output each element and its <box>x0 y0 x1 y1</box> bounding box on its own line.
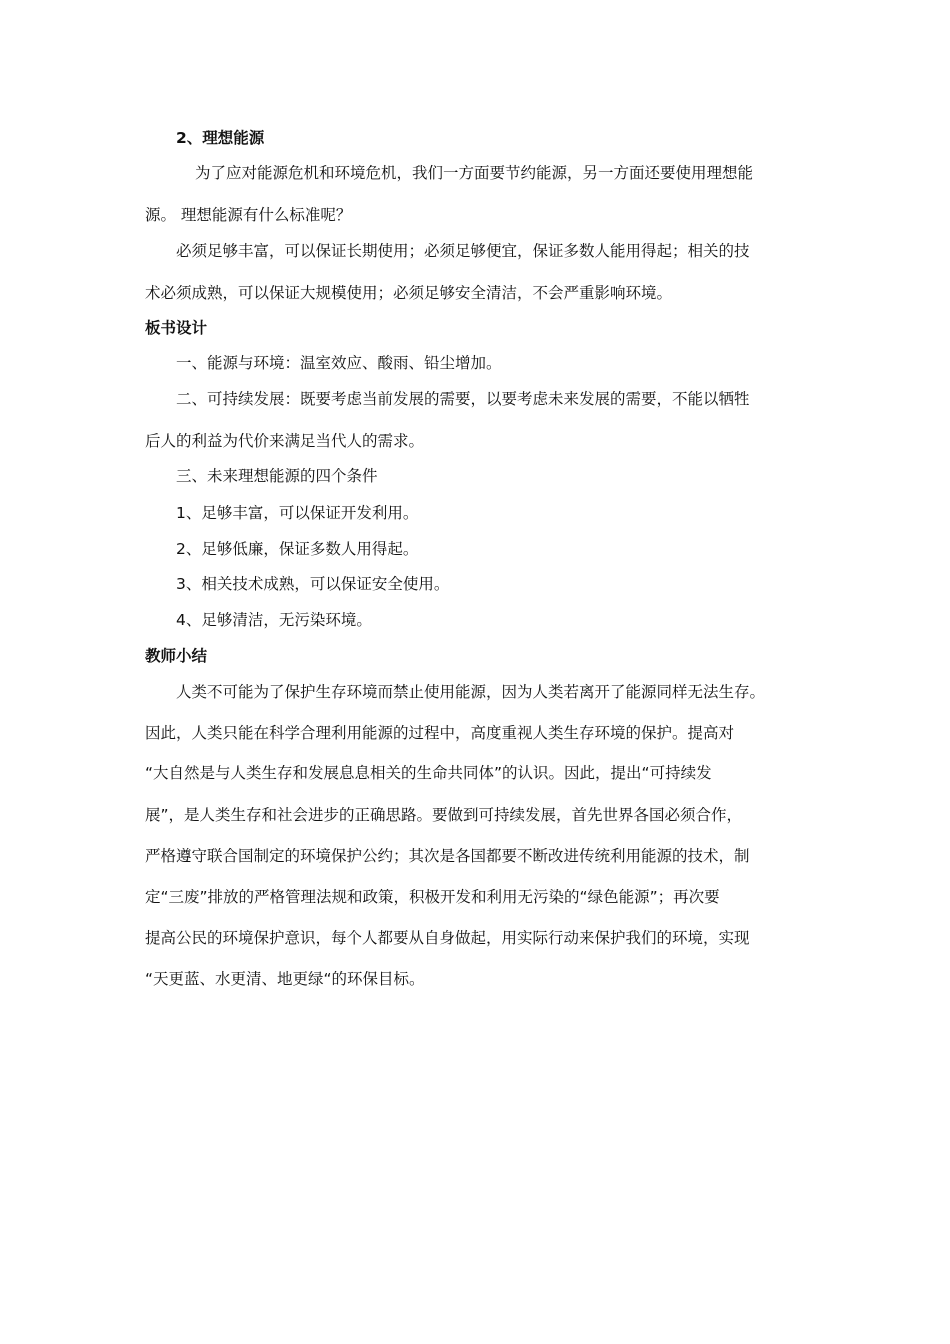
section-heading-ideal-energy: 2、理想能源 <box>176 129 265 147</box>
paragraph-line: 定“三废”排放的严格管理法规和政策，积极开发和利用无污染的“绿色能源”；再次要 <box>145 888 720 906</box>
paragraph-line: 必须足够丰富，可以保证长期使用；必须足够便宜，保证多数人能用得起；相关的技 <box>176 242 750 260</box>
list-item: 三、未来理想能源的四个条件 <box>176 467 378 485</box>
section-heading-board-design: 板书设计 <box>145 319 208 337</box>
list-item: 一、能源与环境：温室效应、酸雨、铅尘增加。 <box>176 354 502 372</box>
list-item: 二、可持续发展：既要考虑当前发展的需要，以要考虑未来发展的需要，不能以牺牲 <box>176 390 750 408</box>
list-item: 2、足够低廉，保证多数人用得起。 <box>176 540 419 558</box>
paragraph-line: 严格遵守联合国制定的环境保护公约；其次是各国都要不断改进传统利用能源的技术，制 <box>145 847 750 865</box>
paragraph-line: 因此，人类只能在科学合理利用能源的过程中，高度重视人类生存环境的保护。提高对 <box>145 724 735 742</box>
list-item: 3、相关技术成熟，可以保证安全使用。 <box>176 575 450 593</box>
paragraph-line: “天更蓝、水更清、地更绿“的环保目标。 <box>145 970 425 988</box>
paragraph-line: 后人的利益为代价来满足当代人的需求。 <box>145 432 425 450</box>
list-item: 4、足够清洁，无污染环境。 <box>176 611 372 629</box>
paragraph-line: 人类不可能为了保护生存环境而禁止使用能源，因为人类若离开了能源同样无法生存。 <box>176 683 766 701</box>
paragraph-line: 术必须成熟，可以保证大规模使用；必须足够安全清洁，不会严重影响环境。 <box>145 284 673 302</box>
section-heading-teacher-summary: 教师小结 <box>145 647 208 665</box>
paragraph-line: “大自然是与人类生存和发展息息相关的生命共同体”的认识。因此，提出“可持续发 <box>145 764 712 782</box>
paragraph-line: 提高公民的环境保护意识，每个人都要从自身做起，用实际行动来保护我们的环境，实现 <box>145 929 750 947</box>
paragraph-line: 展”，是人类生存和社会进步的正确思路。要做到可持续发展，首先世界各国必须合作， <box>145 806 743 824</box>
list-item: 1、足够丰富，可以保证开发利用。 <box>176 504 419 522</box>
paragraph-line: 为了应对能源危机和环境危机，我们一方面要节约能源，另一方面还要使用理想能 <box>195 164 754 182</box>
paragraph-line: 源。 理想能源有什么标准呢？ <box>145 206 352 224</box>
